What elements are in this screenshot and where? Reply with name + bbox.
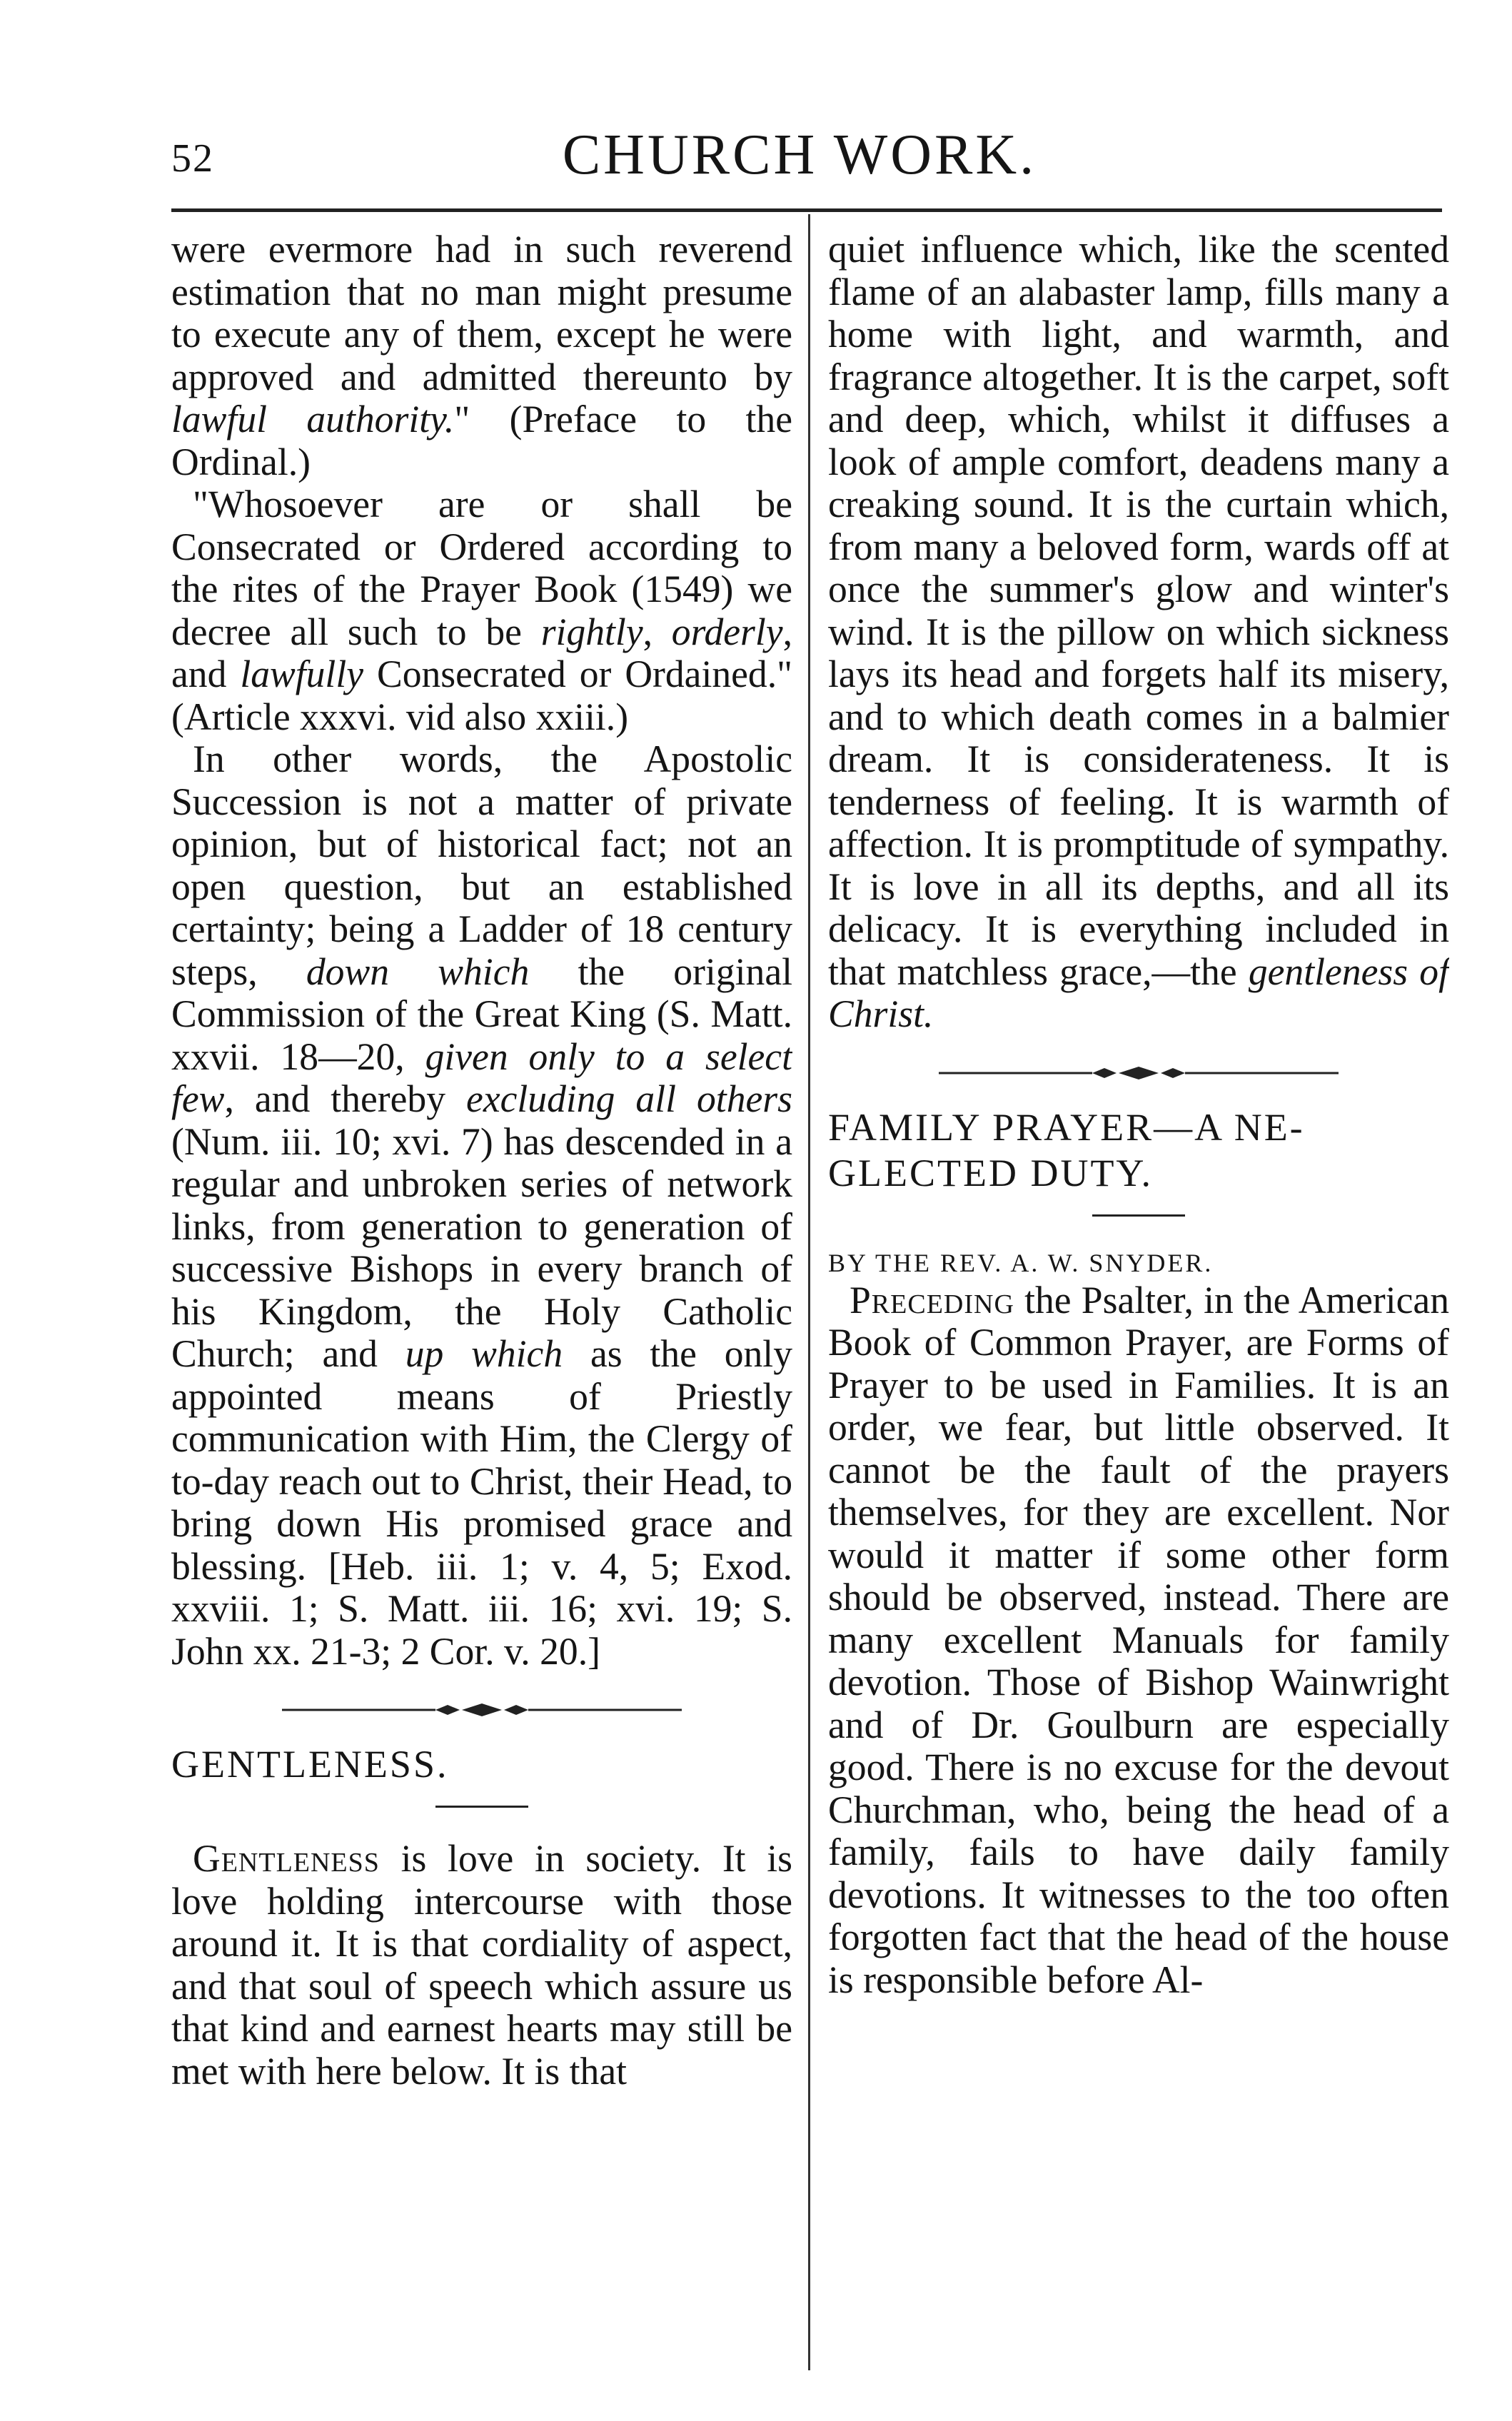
- section-title-family-prayer: FAMILY PRAYER—A NE- GLECTED DUTY.: [828, 1105, 1305, 1194]
- paragraph-article-quote: "Whosoever are or shall be Consecrated or Ordered according to the rites of the Prayer Book (1549) we decree all such to be rightly, orderly, and lawfully Consecrated or Ordained." (Article xxxvi. vid also xxiii.): [171, 483, 792, 738]
- paragraph-apostolic-succession: In other words, the Apostolic Succession is not a matter of private opinion, but of historical fact; not an open question, but an established certainty; being a Ladder of 18 century steps, down which the original Commission of the Great King (S. Matt. xxvii. 18—20, given only to a select few, and thereby excluding all others (Num. iii. 10; xvi. 7) has descended in a regular and unbroken series of network links, from generation to generation of successive Bishops in every branch of his Kingdom, the Holy Catholic Church; and up which as the only appointed means of Priestly communication with Him, the Clergy of to-day reach out to Christ, their Head, to bring down His promised grace and blessing. [Heb. iii. 1; v. 4, 5; Exod. xxviii. 1; S. Matt. iii. 16; xvi. 19; S. John xx. 21-3; 2 Cor. v. 20.]: [171, 738, 792, 1673]
- paragraph-gentleness-continued: quiet influence which, like the scented flame of an alabaster lamp, fills many a home with light, and warmth, and fragrance altogether. It is the carpet, soft and deep, which, whilst it diffuses a look of ample comfort, deadens many a creaking sound. It is the curtain which, from many a beloved form, wards off at once the summer's glow and winter's wind. It is the pillow on which sickness lays its head and forgets half its misery, and to which death comes in a balmier dream. It is considerateness. It is tenderness of feeling. It is warmth of affection. It is promptitude of sympathy. It is love in all its depths, and all its delicacy. It is everything included in that matchless grace,—the gentleness of Christ.: [828, 228, 1449, 1035]
- ornament-divider: [282, 1701, 682, 1718]
- paragraph-family-prayer: Preceding the Psalter, in the American Book of Common Prayer, are Forms of Prayer to be used in Families. It is an order, we fear, but little observed. It cannot be the fault of the prayers themselves, for they are excellent. Nor would it matter if some other form should be observed, instead. There are many excellent Manuals for family devotion. Those of Bishop Wainwright and of Dr. Goulburn are especially good. There is no excuse for the devout Churchman, who, being the head of a family, fails to have daily family devotions. It witnesses to the too often forgotten fact that the head of the house is responsible before Al-: [828, 1278, 1449, 2001]
- ornament-divider: [939, 1064, 1339, 1082]
- page-number: 52: [171, 136, 214, 181]
- header-rule: [171, 208, 1442, 212]
- section-title-gentleness: GENTLENESS.: [171, 1743, 449, 1786]
- paragraph-gentleness: Gentleness is love in society. It is love holding intercourse with those around it. It is that cordiality of aspect, and that soul of speech which assure us that kind and earnest hearts may still be met with here below. It is that: [171, 1837, 792, 2093]
- short-rule: [435, 1806, 528, 1808]
- byline: BY THE REV. A. W. SNYDER.: [828, 1248, 1214, 1277]
- page-header: [171, 114, 1442, 193]
- column-divider: [808, 214, 810, 2370]
- running-head: CHURCH WORK.: [562, 124, 1037, 186]
- paragraph-ordinal-quote: were evermore had in such reverend estimation that no man might presume to execute any of them, except he were approved and admitted thereunto by lawful authority." (Preface to the Ordinal.): [171, 228, 792, 483]
- short-rule: [1092, 1214, 1185, 1217]
- right-column: [828, 228, 1449, 2377]
- left-column: [171, 228, 792, 2377]
